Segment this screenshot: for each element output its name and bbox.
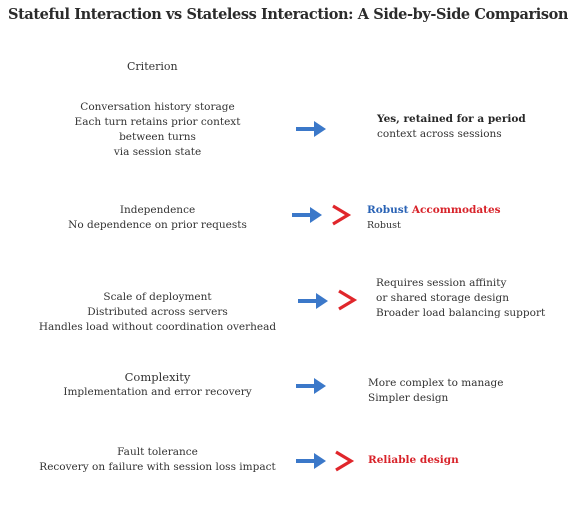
right-arrow-icon [298,293,328,309]
row-3-right-line-1: Requires session affinity [376,277,507,289]
row-2-right-text [367,203,512,233]
row-4-left-text [0,370,315,400]
row-5-left-text [0,445,315,475]
row-3-left-line-1: Scale of deployment [103,291,212,303]
row-2-left-text [0,203,315,233]
row-5-right-highlight: Reliable design [368,454,459,466]
row-3-right-text [376,276,546,321]
column-heading: Criterion [127,60,178,73]
row-1-right-line-2: context across sessions [377,128,502,140]
row-4-left-line-2: Implementation and error recovery [63,386,252,398]
row-1-left-line-1: Conversation history storage [80,101,235,113]
row-2-right-line-1 [367,203,512,218]
row-3-right-line-2: or shared storage design [376,292,510,304]
row-2-right-prefix: Robust [367,204,409,216]
row-4-left-line-1: Complexity [124,370,191,384]
row-3-left-line-3: Handles load without coordination overhead [38,321,277,333]
row-3-right-line-3: Broader load balancing support [376,307,546,319]
row-1-left-text [0,100,315,160]
row-1-right-line-1: Yes, retained for a period [377,113,526,125]
chevron-right-icon [336,288,358,312]
row-1-right-text [377,112,526,142]
row-1-left-line-3: between turns [119,131,196,143]
row-2-right-highlight: Accommodates [411,204,501,216]
chevron-right-icon [330,203,352,227]
row-4-right-text [368,376,512,406]
row-2-left-line-2: No dependence on prior requests [68,219,247,231]
row-4-right-line-1: More complex to manage [368,377,504,389]
right-arrow-icon [292,207,322,223]
right-arrow-icon [296,453,326,469]
row-3-left-line-2: Distributed across servers [87,306,228,318]
row-2-left-line-1: Independence [119,204,196,216]
row-5-right-text [368,453,512,468]
diagram-title: Stateful Interaction vs Stateless Interaction: A Side-by-Side Comparison [8,6,568,23]
row-4-right-line-2: Simpler design [368,392,449,404]
row-5-left-line-2: Recovery on failure with session loss impact [39,461,276,473]
row-2-right-line-2: Robust [367,220,401,231]
row-3-left-text [0,290,315,335]
row-1-left-line-2: Each turn retains prior context [74,116,241,128]
row-1-left-line-4: via session state [113,146,202,158]
chevron-right-icon [333,449,355,473]
row-5-left-line-1: Fault tolerance [117,446,198,458]
right-arrow-icon [296,121,326,137]
right-arrow-icon [296,378,326,394]
